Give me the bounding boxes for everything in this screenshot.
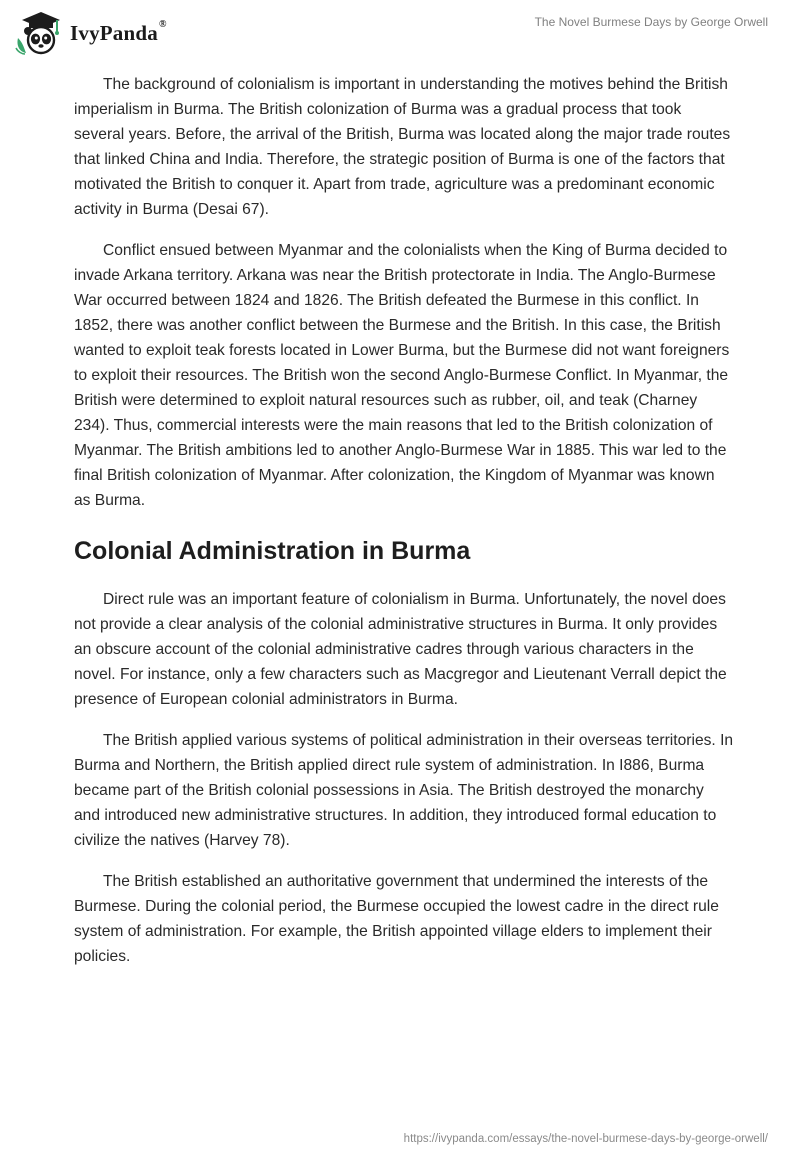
paragraph: The background of colonialism is important in understanding the motives behind the British imperialism in Burma. The British colonization of Burma was a gradual process that took several years. Before, the arrival of the British, Burma was located along the major trade routes that linked China and India. Therefore, the strategic position of Burma is one of the factors that motivated the British to conquer it. Apart from trade, agriculture was a predominant economic activity in Burma (Desai 67). <box>74 76 731 218</box>
document-title: The Novel Burmese Days by George Orwell <box>534 15 768 29</box>
page-header <box>0 0 800 64</box>
logo[interactable] <box>14 8 167 56</box>
paragraph: Direct rule was an important feature of colonialism in Burma. Unfortunately, the novel does not provide a clear analysis of the colonial administrative structures in Burma. It only provides an obscure account of the colonial administrative cadres through various characters in the novel. For instance, only a few characters such as Macgregor and Lieutenant Verrall depict the presence of European colonial administrators in Burma. <box>74 591 727 708</box>
logo-text <box>70 18 167 46</box>
logo-wordmark: IvyPanda <box>70 20 158 45</box>
paragraph: The British applied various systems of political administration in their overseas territories. In Burma and Northern, the British applied direct rule system of administration. In I886, Burma became part of the British colonial possessions in Asia. The British destroyed the monarchy and introduced new administrative structures. In addition, they introduced formal education to civilize the natives (Harvey 78). <box>74 732 734 849</box>
essay-body <box>74 72 734 985</box>
source-url[interactable]: https://ivypanda.com/essays/the-novel-burmese-days-by-george-orwell/ <box>403 1133 768 1145</box>
registered-mark: ® <box>158 18 167 30</box>
panda-graduate-icon <box>14 8 64 56</box>
section-heading: Colonial Administration in Burma <box>74 537 471 565</box>
paragraph: The British established an authoritative government that undermined the interests of the Burmese. During the colonial period, the Burmese occupied the lowest cadre in the direct rule system of administration. For example, the British appointed village elders to implement their policies. <box>74 873 719 965</box>
paragraph: Conflict ensued between Myanmar and the colonialists when the King of Burma decided to invade Arkana territory. Arkana was near the British protectorate in India. The Anglo-Burmese War occurred between 1824 and 1826. The British defeated the Burmese in this conflict. In 1852, there was another conflict between the Burmese and the British. In this case, the British wanted to exploit teak forests located in Lower Burma, but the Burmese did not want foreigners to exploit their resources. The British won the second Anglo-Burmese Conflict. In Myanmar, the British were determined to exploit natural resources such as rubber, oil, and teak (Charney 234). Thus, commercial interests were the main reasons that led to the British colonization of Myanmar. The British ambitions led to another Anglo-Burmese War in 1885. This war led to the final British colonization of Myanmar. After colonization, the Kingdom of Myanmar was known as Burma. <box>74 242 730 509</box>
